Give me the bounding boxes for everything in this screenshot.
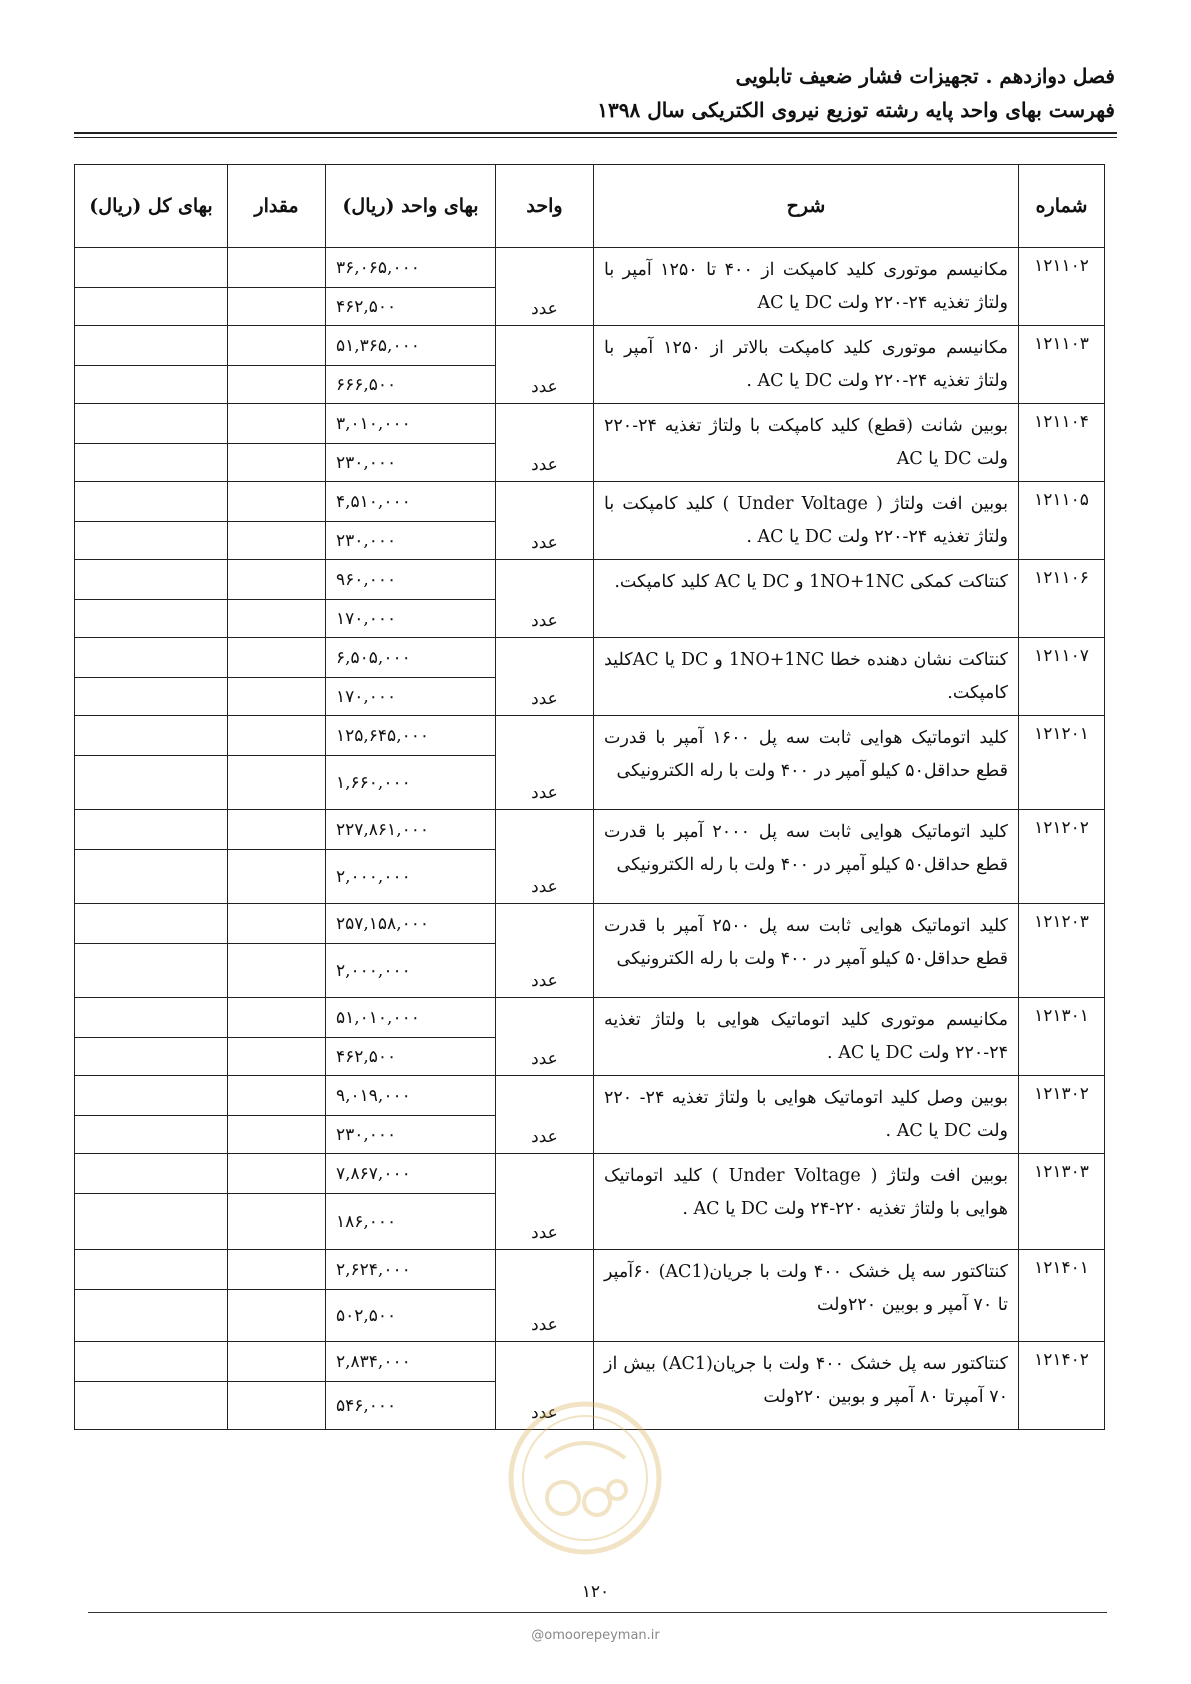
total-price-cell[interactable] bbox=[75, 944, 228, 998]
item-description: کلید اتوماتیک هوایی ثابت سه پل ۲۰۰۰ آمپر با قدرت قطع حداقل۵۰ کیلو آمپر در ۴۰۰ ولت با رله الکترونیکی bbox=[594, 810, 1019, 904]
install-price-value: ۴۶۲,۵۰۰ bbox=[336, 1046, 397, 1067]
header-quantity: مقدار bbox=[228, 165, 326, 248]
quantity-cell[interactable] bbox=[228, 600, 326, 638]
total-price-cell[interactable] bbox=[75, 1116, 228, 1154]
quantity-cell[interactable] bbox=[228, 1290, 326, 1342]
install-price-cell bbox=[326, 1290, 496, 1342]
install-price-cell bbox=[326, 522, 496, 560]
unit-price-cell bbox=[326, 1342, 496, 1382]
item-unit: عدد bbox=[496, 1076, 594, 1154]
install-price-value: ۲۳۰,۰۰۰ bbox=[336, 452, 397, 473]
total-price-cell[interactable] bbox=[75, 1038, 228, 1076]
table-row bbox=[75, 1154, 1105, 1194]
total-price-cell[interactable] bbox=[75, 904, 228, 944]
quantity-cell[interactable] bbox=[228, 560, 326, 600]
item-unit: عدد bbox=[496, 904, 594, 998]
item-code: ۱۲۱۴۰۲ bbox=[1019, 1342, 1105, 1430]
install-price-value: ۲۳۰,۰۰۰ bbox=[336, 530, 397, 551]
chapter-title: فصل دوازدهم . تجهیزات فشار ضعیف تابلویی bbox=[735, 64, 1115, 88]
install-price-value: ۲۳۰,۰۰۰ bbox=[336, 1124, 397, 1145]
unit-price-value: ۷,۸۶۷,۰۰۰ bbox=[336, 1163, 411, 1184]
total-price-cell[interactable] bbox=[75, 1076, 228, 1116]
table-row bbox=[75, 716, 1105, 756]
table-row bbox=[75, 638, 1105, 678]
unit-price-value: ۶,۵۰۵,۰۰۰ bbox=[336, 647, 411, 668]
item-code: ۱۲۱۱۰۶ bbox=[1019, 560, 1105, 638]
quantity-cell[interactable] bbox=[228, 1076, 326, 1116]
table-row bbox=[75, 326, 1105, 366]
item-code: ۱۲۱۴۰۱ bbox=[1019, 1250, 1105, 1342]
quantity-cell[interactable] bbox=[228, 850, 326, 904]
unit-price-cell bbox=[326, 326, 496, 366]
unit-price-cell bbox=[326, 998, 496, 1038]
item-description: بوبین افت ولتاژ ( Under Voltage ) کلید اتوماتیک هوایی با ولتاژ تغذیه ۲۲۰-۲۴ ولت DC یا AC . bbox=[594, 1154, 1019, 1250]
total-price-cell[interactable] bbox=[75, 248, 228, 288]
install-price-value: ۱۷۰,۰۰۰ bbox=[336, 608, 397, 629]
header-rule-thin bbox=[74, 137, 1117, 138]
unit-price-value: ۴,۵۱۰,۰۰۰ bbox=[336, 491, 411, 512]
unit-price-cell bbox=[326, 638, 496, 678]
quantity-cell[interactable] bbox=[228, 288, 326, 326]
quantity-cell[interactable] bbox=[228, 944, 326, 998]
table-row bbox=[75, 1076, 1105, 1116]
install-price-cell bbox=[326, 1038, 496, 1076]
unit-price-value: ۲,۸۳۴,۰۰۰ bbox=[336, 1351, 411, 1372]
install-price-cell bbox=[326, 1194, 496, 1250]
item-code: ۱۲۱۱۰۷ bbox=[1019, 638, 1105, 716]
quantity-cell[interactable] bbox=[228, 810, 326, 850]
item-code: ۱۲۱۳۰۱ bbox=[1019, 998, 1105, 1076]
unit-price-value: ۹,۰۱۹,۰۰۰ bbox=[336, 1085, 411, 1106]
unit-price-cell bbox=[326, 810, 496, 850]
header-unit-price: بهای واحد (ریال) bbox=[326, 165, 496, 248]
total-price-cell[interactable] bbox=[75, 444, 228, 482]
unit-price-value: ۵۱,۰۱۰,۰۰۰ bbox=[336, 1007, 420, 1028]
header-rule bbox=[74, 132, 1117, 134]
header-number: شماره bbox=[1019, 165, 1105, 248]
install-price-cell bbox=[326, 1116, 496, 1154]
total-price-cell[interactable] bbox=[75, 1250, 228, 1290]
unit-price-cell bbox=[326, 560, 496, 600]
quantity-cell[interactable] bbox=[228, 1038, 326, 1076]
install-price-cell bbox=[326, 1382, 496, 1430]
total-price-cell[interactable] bbox=[75, 600, 228, 638]
unit-price-cell bbox=[326, 716, 496, 756]
header-description: شرح bbox=[594, 165, 1019, 248]
unit-price-cell bbox=[326, 1250, 496, 1290]
table-row bbox=[75, 248, 1105, 288]
quantity-cell[interactable] bbox=[228, 716, 326, 756]
total-price-cell[interactable] bbox=[75, 522, 228, 560]
price-list-title: فهرست بهای واحد پایه رشته توزیع نیروی الکتریکی سال ۱۳۹۸ bbox=[597, 98, 1115, 122]
item-description: کنتاکت کمکی 1NO+1NC و DC یا AC کلید کامپکت. bbox=[594, 560, 1019, 638]
unit-price-cell bbox=[326, 248, 496, 288]
item-unit: عدد bbox=[496, 248, 594, 326]
table-row bbox=[75, 1342, 1105, 1382]
total-price-cell[interactable] bbox=[75, 1290, 228, 1342]
item-code: ۱۲۱۳۰۲ bbox=[1019, 1076, 1105, 1154]
item-code: ۱۲۱۱۰۴ bbox=[1019, 404, 1105, 482]
item-description: کنتاکتور سه پل خشک ۴۰۰ ولت با جریان(AC1) بیش از ۷۰ آمپرتا ۸۰ آمپر و بوبین ۲۲۰ولت bbox=[594, 1342, 1019, 1430]
unit-price-value: ۲۲۷,۸۶۱,۰۰۰ bbox=[336, 819, 429, 840]
install-price-value: ۶۶۶,۵۰۰ bbox=[336, 374, 397, 395]
quantity-cell[interactable] bbox=[228, 1250, 326, 1290]
item-unit: عدد bbox=[496, 560, 594, 638]
quantity-cell[interactable] bbox=[228, 998, 326, 1038]
quantity-cell[interactable] bbox=[228, 678, 326, 716]
table-body bbox=[75, 248, 1105, 1430]
total-price-cell[interactable] bbox=[75, 810, 228, 850]
item-description: مکانیسم موتوری کلید کامپکت از ۴۰۰ تا ۱۲۵۰ آمپر با ولتاژ تغذیه ۲۴-۲۲۰ ولت DC یا AC bbox=[594, 248, 1019, 326]
website-watermark: @omoorepeyman.ir bbox=[531, 1628, 660, 1643]
quantity-cell[interactable] bbox=[228, 326, 326, 366]
item-description: کلید اتوماتیک هوایی ثابت سه پل ۲۵۰۰ آمپر با قدرت قطع حداقل۵۰ کیلو آمپر در ۴۰۰ ولت با رله الکترونیکی bbox=[594, 904, 1019, 998]
install-price-cell bbox=[326, 600, 496, 638]
item-unit: عدد bbox=[496, 1342, 594, 1430]
quantity-cell[interactable] bbox=[228, 1116, 326, 1154]
quantity-cell[interactable] bbox=[228, 904, 326, 944]
table-row bbox=[75, 482, 1105, 522]
unit-price-cell bbox=[326, 1076, 496, 1116]
quantity-cell[interactable] bbox=[228, 638, 326, 678]
total-price-cell[interactable] bbox=[75, 482, 228, 522]
quantity-cell[interactable] bbox=[228, 366, 326, 404]
install-price-cell bbox=[326, 444, 496, 482]
unit-price-cell bbox=[326, 904, 496, 944]
item-description: کنتاکت نشان دهنده خطا 1NO+1NC و DC یا ACکلید کامپکت. bbox=[594, 638, 1019, 716]
table-row bbox=[75, 560, 1105, 600]
item-description: کنتاکتور سه پل خشک ۴۰۰ ولت با جریان(AC1) ۶۰آمپر تا ۷۰ آمپر و بوبین ۲۲۰ولت bbox=[594, 1250, 1019, 1342]
quantity-cell[interactable] bbox=[228, 756, 326, 810]
unit-price-value: ۳,۰۱۰,۰۰۰ bbox=[336, 413, 411, 434]
item-description: بوبین شانت (قطع) کلید کامپکت با ولتاژ تغذیه ۲۴-۲۲۰ ولت DC یا AC bbox=[594, 404, 1019, 482]
unit-price-value: ۵۱,۳۶۵,۰۰۰ bbox=[336, 335, 420, 356]
install-price-cell bbox=[326, 288, 496, 326]
unit-price-value: ۲,۶۲۴,۰۰۰ bbox=[336, 1259, 411, 1280]
item-unit: عدد bbox=[496, 638, 594, 716]
total-price-cell[interactable] bbox=[75, 1382, 228, 1430]
quantity-cell[interactable] bbox=[228, 522, 326, 560]
install-price-value: ۲,۰۰۰,۰۰۰ bbox=[336, 960, 411, 981]
install-price-value: ۱۷۰,۰۰۰ bbox=[336, 686, 397, 707]
item-code: ۱۲۱۱۰۵ bbox=[1019, 482, 1105, 560]
quantity-cell[interactable] bbox=[228, 1382, 326, 1430]
item-description: مکانیسم موتوری کلید کامپکت بالاتر از ۱۲۵۰ آمپر با ولتاژ تغذیه ۲۴-۲۲۰ ولت DC یا AC . bbox=[594, 326, 1019, 404]
item-unit: عدد bbox=[496, 326, 594, 404]
total-price-cell[interactable] bbox=[75, 1342, 228, 1382]
footer-rule bbox=[88, 1612, 1107, 1613]
item-description: مکانیسم موتوری کلید اتوماتیک هوایی با ولتاژ تغذیه ۲۴-۲۲۰ ولت DC یا AC . bbox=[594, 998, 1019, 1076]
item-code: ۱۲۱۲۰۳ bbox=[1019, 904, 1105, 998]
item-code: ۱۲۱۱۰۲ bbox=[1019, 248, 1105, 326]
item-unit: عدد bbox=[496, 482, 594, 560]
install-price-cell bbox=[326, 850, 496, 904]
quantity-cell[interactable] bbox=[228, 444, 326, 482]
install-price-value: ۴۶۲,۵۰۰ bbox=[336, 296, 397, 317]
table-header-row bbox=[75, 165, 1105, 248]
install-price-cell bbox=[326, 366, 496, 404]
quantity-cell[interactable] bbox=[228, 404, 326, 444]
total-price-cell[interactable] bbox=[75, 288, 228, 326]
unit-price-cell bbox=[326, 1154, 496, 1194]
table-row bbox=[75, 810, 1105, 850]
total-price-cell[interactable] bbox=[75, 756, 228, 810]
total-price-cell[interactable] bbox=[75, 998, 228, 1038]
total-price-cell[interactable] bbox=[75, 850, 228, 904]
install-price-value: ۵۰۲,۵۰۰ bbox=[336, 1305, 397, 1326]
unit-price-cell bbox=[326, 404, 496, 444]
unit-price-value: ۱۲۵,۶۴۵,۰۰۰ bbox=[336, 725, 429, 746]
install-price-cell bbox=[326, 678, 496, 716]
item-description: بوبین افت ولتاژ ( Under Voltage ) کلید کامپکت با ولتاژ تغذیه ۲۴-۲۲۰ ولت DC یا AC . bbox=[594, 482, 1019, 560]
total-price-cell[interactable] bbox=[75, 326, 228, 366]
price-table bbox=[74, 164, 1105, 1430]
quantity-cell[interactable] bbox=[228, 248, 326, 288]
unit-price-value: ۳۶,۰۶۵,۰۰۰ bbox=[336, 257, 420, 278]
total-price-cell[interactable] bbox=[75, 716, 228, 756]
table-row bbox=[75, 904, 1105, 944]
item-code: ۱۲۱۱۰۳ bbox=[1019, 326, 1105, 404]
total-price-cell[interactable] bbox=[75, 1194, 228, 1250]
unit-price-value: ۹۶۰,۰۰۰ bbox=[336, 569, 397, 590]
install-price-value: ۵۴۶,۰۰۰ bbox=[336, 1395, 397, 1416]
page-number: ۱۲۰ bbox=[581, 1582, 610, 1602]
item-code: ۱۲۱۳۰۳ bbox=[1019, 1154, 1105, 1250]
total-price-cell[interactable] bbox=[75, 560, 228, 600]
unit-price-value: ۲۵۷,۱۵۸,۰۰۰ bbox=[336, 913, 429, 934]
table-row bbox=[75, 998, 1105, 1038]
total-price-cell[interactable] bbox=[75, 366, 228, 404]
item-unit: عدد bbox=[496, 404, 594, 482]
item-unit: عدد bbox=[496, 998, 594, 1076]
quantity-cell[interactable] bbox=[228, 1194, 326, 1250]
item-unit: عدد bbox=[496, 716, 594, 810]
install-price-value: ۱۸۶,۰۰۰ bbox=[336, 1211, 397, 1232]
total-price-cell[interactable] bbox=[75, 404, 228, 444]
unit-price-cell bbox=[326, 482, 496, 522]
total-price-cell[interactable] bbox=[75, 678, 228, 716]
item-unit: عدد bbox=[496, 1154, 594, 1250]
install-price-cell bbox=[326, 944, 496, 998]
header-unit: واحد bbox=[496, 165, 594, 248]
item-description: بوبین وصل کلید اتوماتیک هوایی با ولتاژ تغذیه ۲۴- ۲۲۰ ولت DC یا AC . bbox=[594, 1076, 1019, 1154]
item-unit: عدد bbox=[496, 810, 594, 904]
total-price-cell[interactable] bbox=[75, 638, 228, 678]
install-price-value: ۱,۶۶۰,۰۰۰ bbox=[336, 772, 411, 793]
quantity-cell[interactable] bbox=[228, 1154, 326, 1194]
header-total-price: بهای کل (ریال) bbox=[75, 165, 228, 248]
quantity-cell[interactable] bbox=[228, 482, 326, 522]
table-row bbox=[75, 1250, 1105, 1290]
item-code: ۱۲۱۲۰۲ bbox=[1019, 810, 1105, 904]
install-price-cell bbox=[326, 756, 496, 810]
quantity-cell[interactable] bbox=[228, 1342, 326, 1382]
item-description: کلید اتوماتیک هوایی ثابت سه پل ۱۶۰۰ آمپر با قدرت قطع حداقل۵۰ کیلو آمپر در ۴۰۰ ولت با رله الکترونیکی bbox=[594, 716, 1019, 810]
item-unit: عدد bbox=[496, 1250, 594, 1342]
total-price-cell[interactable] bbox=[75, 1154, 228, 1194]
item-code: ۱۲۱۲۰۱ bbox=[1019, 716, 1105, 810]
install-price-value: ۲,۰۰۰,۰۰۰ bbox=[336, 866, 411, 887]
table-row bbox=[75, 404, 1105, 444]
